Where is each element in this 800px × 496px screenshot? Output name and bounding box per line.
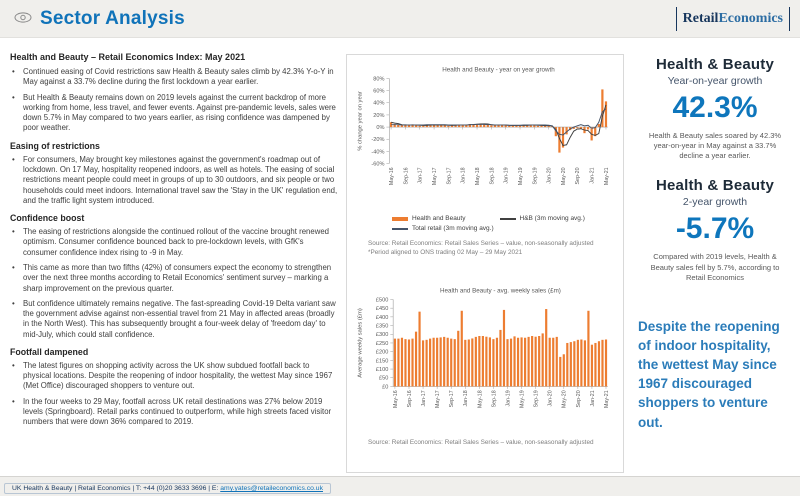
yoy-chart-source [368, 239, 616, 258]
svg-text:-60%: -60% [371, 161, 385, 168]
svg-text:Jan-21: Jan-21 [589, 167, 596, 184]
svg-text:£0: £0 [382, 383, 389, 390]
contact-info [4, 483, 331, 494]
legend-label: Total retail (3m moving avg.) [412, 225, 494, 232]
legend-line-swatch [500, 218, 516, 220]
section-heading: Easing of restrictions [10, 140, 100, 151]
logo-part-retail: Retail [682, 10, 719, 26]
stat-subheading: Year-on-year growth [667, 75, 763, 87]
yoy-chart [354, 63, 616, 213]
svg-text:£450: £450 [375, 305, 389, 312]
svg-text:Sep-18: Sep-18 [489, 167, 496, 185]
legend-item [392, 215, 500, 222]
svg-text:May-16: May-16 [389, 167, 396, 186]
svg-text:-40%: -40% [371, 149, 385, 156]
bullet-text: For consumers, May brought key milestones against the government's roadmap out of lockdown. On 17 May, hospitality reopened indoors, as well as hotels. The easing of social restrictions meant people could meet in groups of up to 30 outdoors, and six people or two households could meet indoors. International travel saw the 'Stay in the UK' regulation end, and the traffic light system introduced. [23, 154, 338, 205]
svg-text:£400: £400 [375, 314, 389, 321]
quote-text: Despite the reopening of indoor hospitality, the wettest May since 1967 discouraged shoppers to venture out. [638, 318, 780, 430]
svg-text:Jan-19: Jan-19 [505, 389, 512, 407]
contact-text: UK Health & Beauty | Retail Economics | T: +44 (0)20 3633 3696 | E: [12, 485, 221, 492]
stat-caption: Health & Beauty sales soared by 42.3% year-on-year in May against a 33.7% decline a year earlier. [648, 131, 782, 161]
bullet-text: In the four weeks to 29 May, footfall across UK retail destinations was 27% below 2019 levels (Springboard). Retail parks continued to outperform, while high streets faced visitor numbers that were down 36% compared to 2019. [23, 396, 332, 427]
svg-text:Health and Beauty - avg. weekl: Health and Beauty - avg. weekly sales (£m) [440, 287, 561, 295]
svg-text:May-18: May-18 [474, 167, 481, 186]
yoy-stat-block [636, 56, 794, 161]
bullet-marker: • [12, 298, 15, 308]
svg-text:Jan-20: Jan-20 [546, 167, 553, 184]
legend-label: Health and Beauty [412, 215, 466, 222]
svg-text:60%: 60% [373, 88, 385, 95]
bullet-text: But confidence ultimately remains negative. The fast-spreading Covid-19 Delta variant saw the government advise against non-essential travel from 21 May in affected areas (broadly in the North West). This has subsequently brought a four-week delay of 'freedom day' to mid-July, which could stall confidence. [23, 298, 336, 339]
svg-text:% change year on year: % change year on year [357, 91, 364, 151]
bullet-item [12, 263, 338, 294]
stat-caption: Compared with 2019 levels, Health & Beauty sales fell by 5.7%, according to Retail Economics [650, 252, 780, 282]
bullet-marker: • [12, 360, 15, 370]
bullet-marker: • [12, 67, 15, 76]
email-link[interactable]: amy.yates@retaileconomics.co.uk [220, 485, 323, 492]
svg-text:£300: £300 [375, 331, 389, 338]
svg-text:May-18: May-18 [477, 389, 484, 408]
svg-text:May-21: May-21 [603, 389, 610, 408]
bullet-text: The latest figures on shopping activity across the UK show subdued footfall back to physical locations. Despite the reopening of indoor hospitality, the wettest May since 1967 (Met Office) discouraged shoppers to venture out. [23, 360, 333, 391]
stats-column [636, 56, 794, 432]
weekly-sales-chart-block [354, 284, 616, 447]
bullet-text: But Health & Beauty remains down on 2019 levels against the current backdrop of more working from home, less travel, and fewer events. Against pre-pandemic levels, sales were down 5.7% in May compared to two years earlier, as rising confidence was dampened by poor weather. [23, 92, 336, 133]
svg-text:20%: 20% [373, 112, 385, 119]
legend-label: H&B (3m moving avg.) [519, 215, 585, 222]
svg-text:Jan-21: Jan-21 [589, 389, 596, 407]
yoy-growth-value: 42.3% [672, 91, 758, 124]
page-title: Sector Analysis [40, 7, 185, 29]
eye-icon [14, 10, 32, 28]
svg-text:Average weekly sales (£m): Average weekly sales (£m) [357, 307, 364, 378]
report-text-column [10, 48, 338, 433]
svg-text:Sep-17: Sep-17 [446, 167, 453, 185]
bullet-item [12, 155, 338, 206]
svg-text:Sep-16: Sep-16 [403, 167, 410, 185]
svg-text:Jan-17: Jan-17 [417, 167, 424, 184]
source-line: Source: Retail Economics: Retail Sales Series – value, non-seasonally adjusted [368, 438, 594, 446]
bullet-text: Continued easing of Covid restrictions saw Health & Beauty sales climb by 42.3% Y-o-Y in May against a 33.7% decline during the first lockdown a year earlier. [23, 67, 334, 87]
bullet-item [12, 397, 338, 428]
svg-text:80%: 80% [373, 76, 385, 83]
source-line: Source: Retail Economics: Retail Sales Series – value, non-seasonally adjusted [368, 240, 594, 247]
two-year-stat-block [636, 177, 794, 282]
svg-text:May-19: May-19 [519, 389, 526, 408]
svg-text:May-20: May-20 [561, 389, 568, 408]
bullet-item [12, 361, 338, 392]
yoy-chart-block [354, 63, 616, 258]
two-year-growth-value: -5.7% [675, 212, 755, 246]
section-heading: Footfall dampened [10, 346, 89, 357]
svg-text:Sep-20: Sep-20 [575, 389, 582, 407]
svg-text:0%: 0% [376, 125, 385, 132]
bullet-marker: • [12, 396, 15, 406]
svg-text:Jan-19: Jan-19 [503, 167, 510, 184]
svg-text:May-17: May-17 [432, 167, 439, 186]
svg-text:May-20: May-20 [560, 167, 567, 186]
legend-item [392, 225, 500, 232]
svg-text:£250: £250 [375, 340, 389, 347]
svg-text:Health and Beauty - year on ye: Health and Beauty - year on year growth [442, 66, 555, 74]
svg-text:Jan-17: Jan-17 [421, 389, 428, 407]
weekly-sales-chart [354, 284, 616, 434]
bullet-item [12, 67, 338, 88]
svg-text:Sep-17: Sep-17 [449, 389, 456, 407]
bullet-text: This came as more than two fifths (42%) of consumers expect the economy to strengthen over the next three months according to Retail Economics' sentiment survey – marking a sharp improvement on the previous quarter. [23, 262, 332, 293]
legend-item [500, 215, 608, 222]
svg-text:-20%: -20% [371, 137, 385, 144]
svg-text:Jan-20: Jan-20 [547, 389, 554, 407]
weekly-sales-chart-source [368, 438, 616, 447]
section-heading: Confidence boost [10, 213, 85, 224]
stat-heading: Health & Beauty [655, 177, 775, 195]
stat-heading: Health & Beauty [655, 56, 775, 73]
svg-text:£100: £100 [375, 366, 389, 373]
logo-part-economics: Economics [718, 10, 783, 26]
bullet-marker: • [12, 92, 15, 102]
bullet-marker: • [12, 154, 15, 164]
svg-text:May-16: May-16 [392, 389, 399, 408]
bullet-item [12, 93, 338, 134]
svg-text:May-19: May-19 [517, 167, 524, 186]
page-header [0, 0, 800, 38]
yoy-chart-legend [392, 215, 616, 235]
legend-line-swatch [392, 228, 408, 230]
svg-text:£350: £350 [375, 323, 389, 330]
bullet-marker: • [12, 262, 15, 272]
svg-text:Sep-19: Sep-19 [533, 389, 540, 407]
bullet-marker: • [12, 227, 15, 237]
svg-text:£150: £150 [375, 357, 389, 364]
svg-text:Sep-20: Sep-20 [575, 167, 582, 185]
svg-text:May-21: May-21 [603, 167, 610, 186]
svg-text:Sep-16: Sep-16 [406, 389, 413, 407]
svg-text:£50: £50 [378, 375, 389, 382]
svg-text:£500: £500 [375, 296, 389, 303]
source-line: *Period aligned to ONS trading 02 May – 29 May 2021 [368, 249, 523, 257]
stat-subheading: 2-year growth [682, 196, 748, 209]
svg-text:Jan-18: Jan-18 [460, 167, 467, 184]
charts-panel [346, 54, 624, 473]
svg-text:40%: 40% [373, 100, 385, 107]
svg-text:Sep-19: Sep-19 [532, 167, 539, 185]
report-title: Health and Beauty – Retail Economics Index: May 2021 [10, 52, 246, 62]
svg-text:Sep-18: Sep-18 [491, 389, 498, 407]
svg-text:£200: £200 [375, 349, 389, 356]
retail-economics-logo [676, 7, 790, 31]
bullet-item [12, 299, 338, 340]
bullet-item [12, 227, 338, 258]
svg-text:May-17: May-17 [435, 389, 442, 408]
bullet-text: The easing of restrictions alongside the continued rollout of the vaccine brought renewed optimism. Consumer confidence bounced back to pre-lockdown levels, with GfK's consumer confidence index rising to -9 in May. [23, 227, 330, 257]
svg-text:Jan-18: Jan-18 [463, 389, 470, 407]
page-footer [0, 476, 800, 496]
legend-bar-swatch [392, 217, 408, 221]
left-sections [10, 67, 338, 428]
